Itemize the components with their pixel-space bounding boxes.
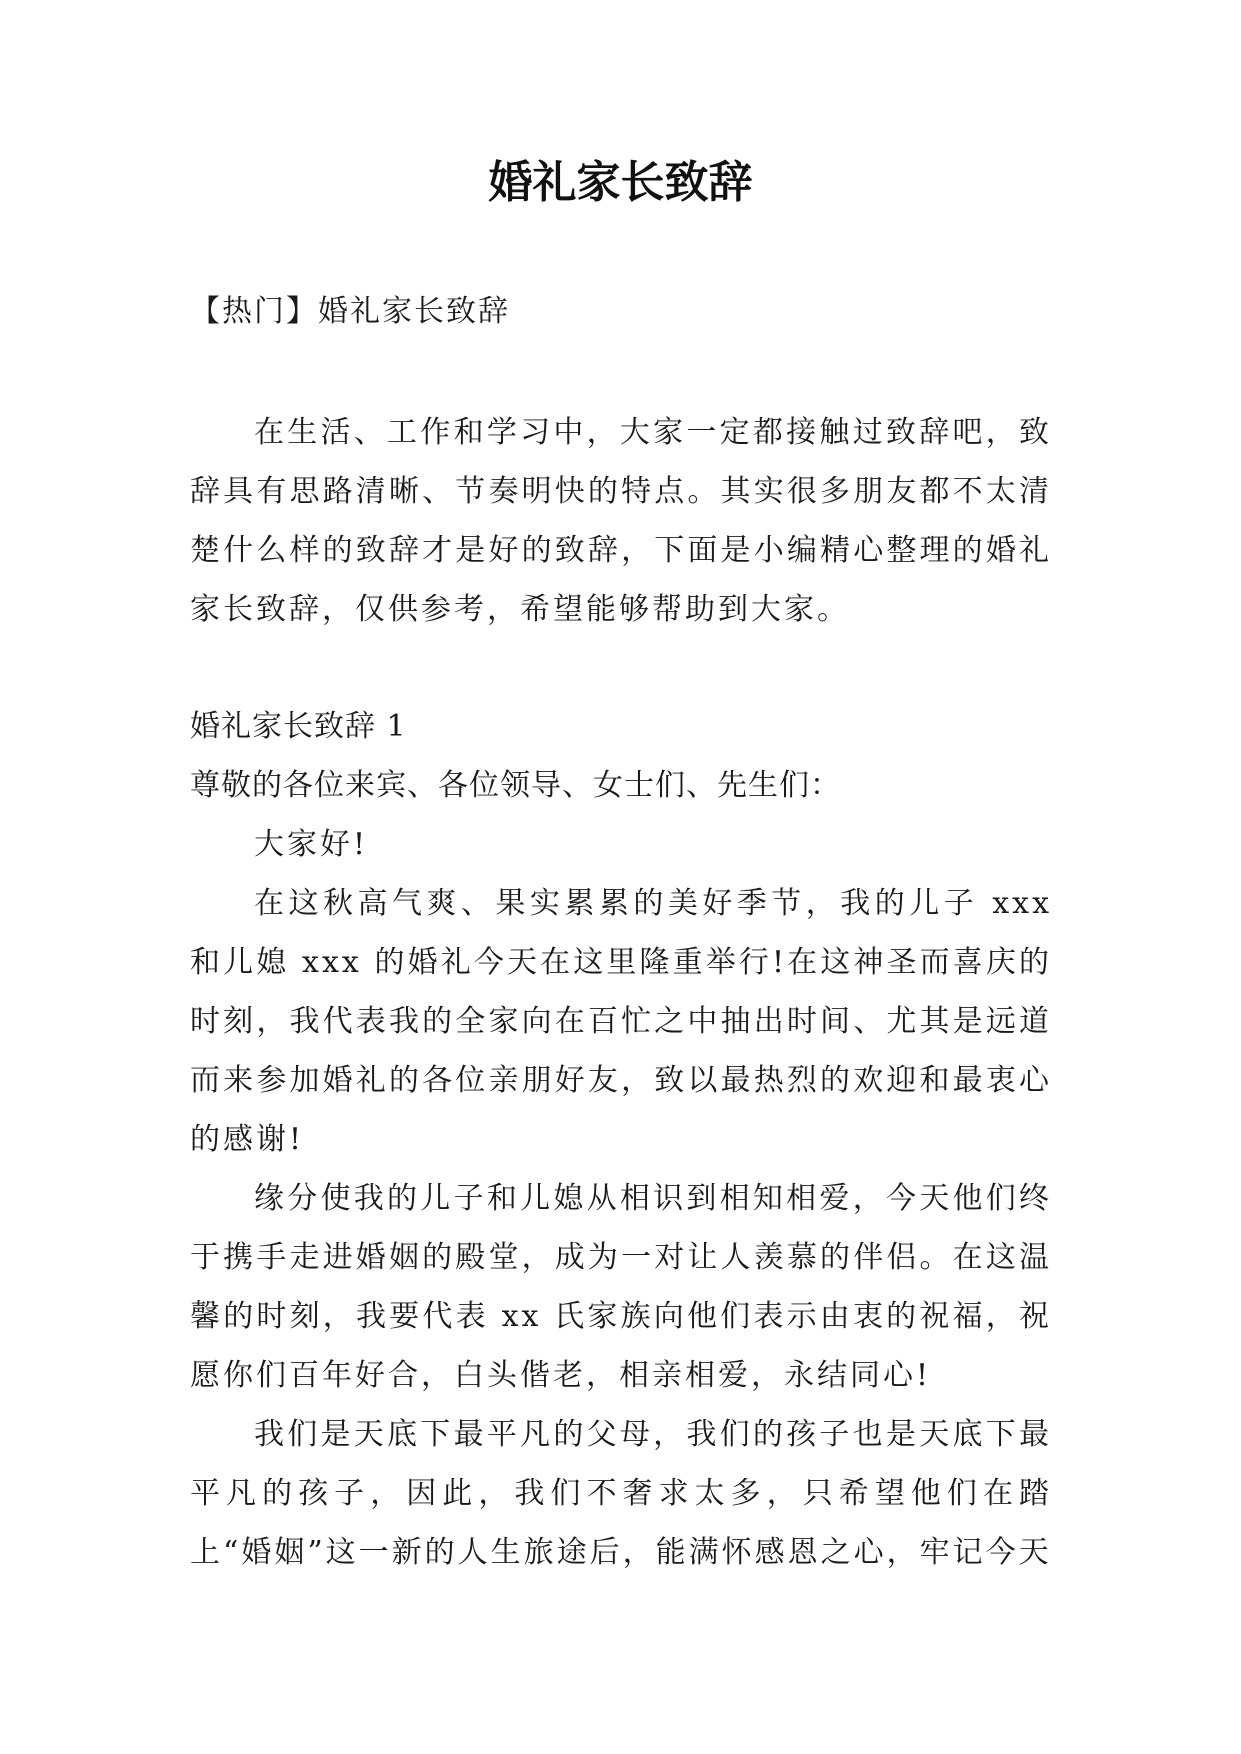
intro-paragraph: 在生活、工作和学习中，大家一定都接触过致辞吧，致辞具有思路清晰、节奏明快的特点。其实很多朋友都不太清楚什么样的致辞才是好的致辞，下面是小编精心整理的婚礼家长致辞，仅供参考，希望能够帮助到大家。 [190,415,1052,627]
salutation: 尊敬的各位来宾、各位领导、女士们、先生们： [190,768,841,803]
body-paragraph: 我们是天底下最平凡的父母，我们的孩子也是天底下最平凡的孩子，因此，我们不奢求太多，只希望他们在踏上“婚姻”这一新的人生旅途后，能满怀感恩之心，牢记今天 [190,1417,1052,1570]
greeting-paragraph: 大家好! [254,827,369,862]
document-title: 婚礼家长致辞 [488,157,753,208]
body-paragraph: 缘分使我的儿子和儿媳从相识到相知相爱，今天他们终于携手走进婚姻的殿堂，成为一对让人羡慕的伴侣。在这温馨的时刻，我要代表 xx 氏家族向他们表示由衷的祝福，祝愿你们百年好合，白头偕老，相亲相爱，永结同心! [190,1181,1052,1393]
section-title: 婚礼家长致辞 1 [190,709,407,744]
body-paragraph: 在这秋高气爽、果实累累的美好季节，我的儿子 xxx 和儿媳 xxx 的婚礼今天在这里隆重举行!在这神圣而喜庆的时刻，我代表我的全家向在百忙之中抽出时间、尤其是远道而来参加婚礼的各位亲朋好友，致以最热烈的欢迎和最衷心的感谢! [190,886,1052,1157]
speech-body [190,697,1052,1582]
document-subtitle: 【热门】婚礼家长致辞 [190,294,510,329]
